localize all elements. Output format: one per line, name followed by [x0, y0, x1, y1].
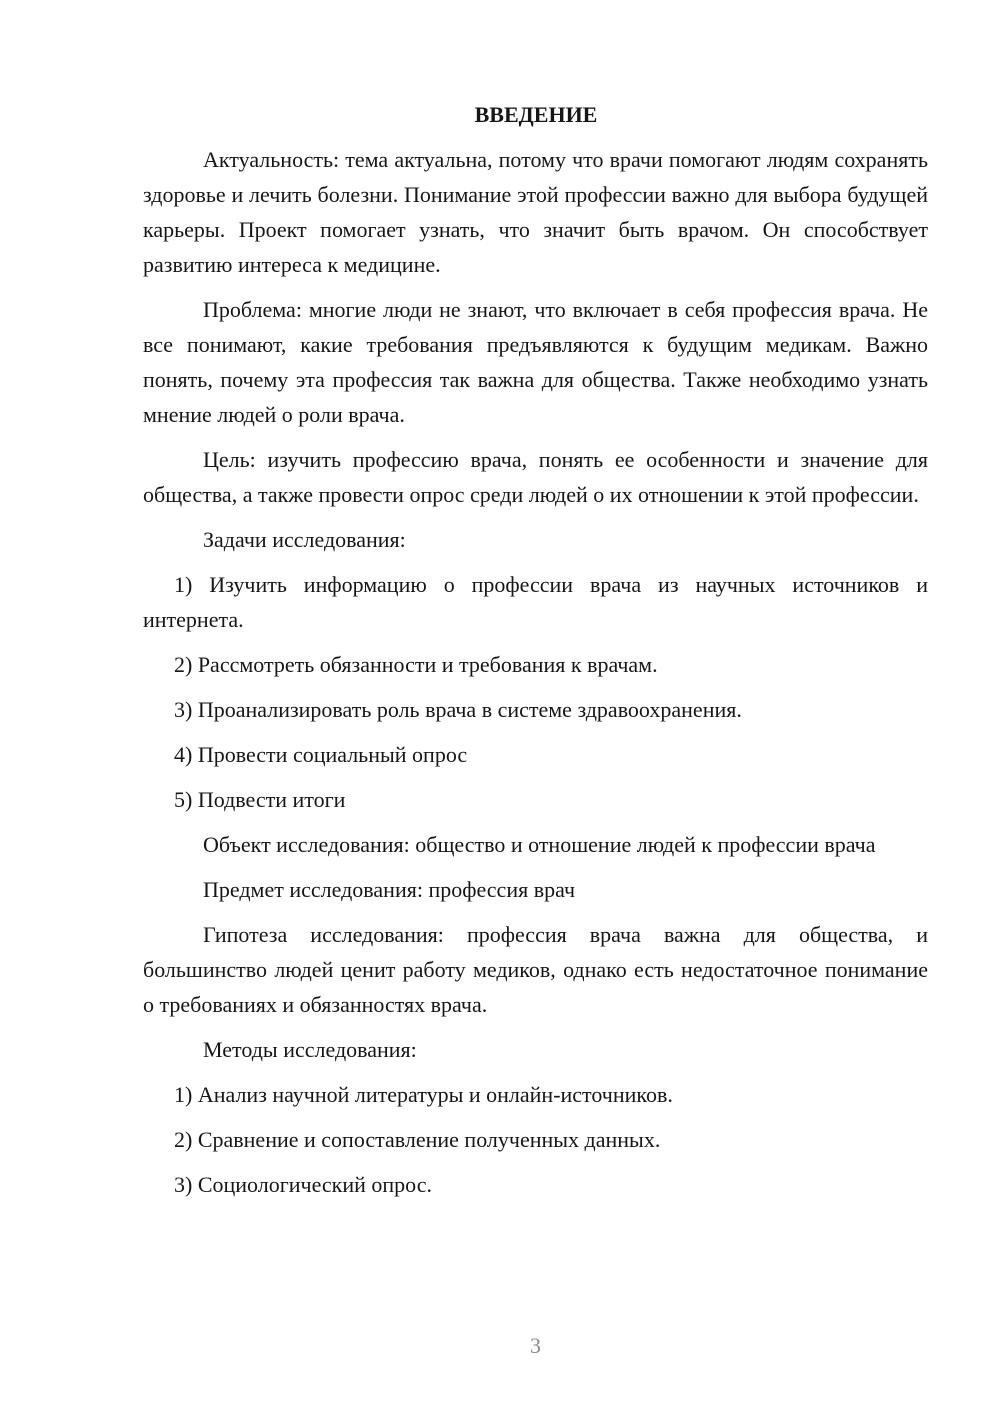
paragraph-subject: Предмет исследования: профессия врач — [203, 877, 576, 902]
task-item-4: 4) Провести социальный опрос — [174, 742, 468, 767]
method-item-1: 1) Анализ научной литературы и онлайн-источников. — [174, 1082, 673, 1107]
method-item-2: 2) Сравнение и сопоставление полученных данных. — [174, 1127, 661, 1152]
task-item-3: 3) Проанализировать роль врача в системе здравоохранения. — [174, 697, 742, 722]
paragraph-relevance: Актуальность: тема актуальна, потому что врачи помогают людям сохранять здоровье и лечить болезни. Понимание этой профессии важно для выбора будущей карьеры. Проект помогает узнать, что значит быть врачом. Он способствует развитию интереса к медицине. — [143, 147, 928, 277]
task-item-5: 5) Подвести итоги — [174, 787, 346, 812]
paragraph-problem: Проблема: многие люди не знают, что включает в себя профессия врача. Не все понимают, какие требования предъявляются к будущим медикам. Важно понять, почему эта профессия так важна для общества. Также необходимо узнать мнение людей о роли врача. — [143, 297, 928, 427]
page-number: 3 — [530, 1333, 541, 1358]
paragraph-object: Объект исследования: общество и отношение людей к профессии врача — [203, 832, 876, 857]
methods-heading: Методы исследования: — [203, 1037, 417, 1062]
paragraph-goal: Цель: изучить профессию врача, понять ее особенности и значение для общества, а также провести опрос среди людей о их отношении к этой профессии. — [143, 447, 928, 507]
document-body — [143, 97, 928, 1212]
task-item-1: 1) Изучить информацию о профессии врача из научных источников и интернета. — [143, 572, 928, 632]
task-item-2: 2) Рассмотреть обязанности и требования к врачам. — [174, 652, 658, 677]
method-item-3: 3) Социологический опрос. — [174, 1172, 432, 1197]
tasks-heading: Задачи исследования: — [203, 527, 406, 552]
paragraph-hypothesis: Гипотеза исследования: профессия врача важна для общества, и большинство людей ценит работу медиков, однако есть недостаточное понимание о требованиях и обязанностях врача. — [143, 922, 928, 1017]
section-title: ВВЕДЕНИЕ — [474, 102, 598, 127]
